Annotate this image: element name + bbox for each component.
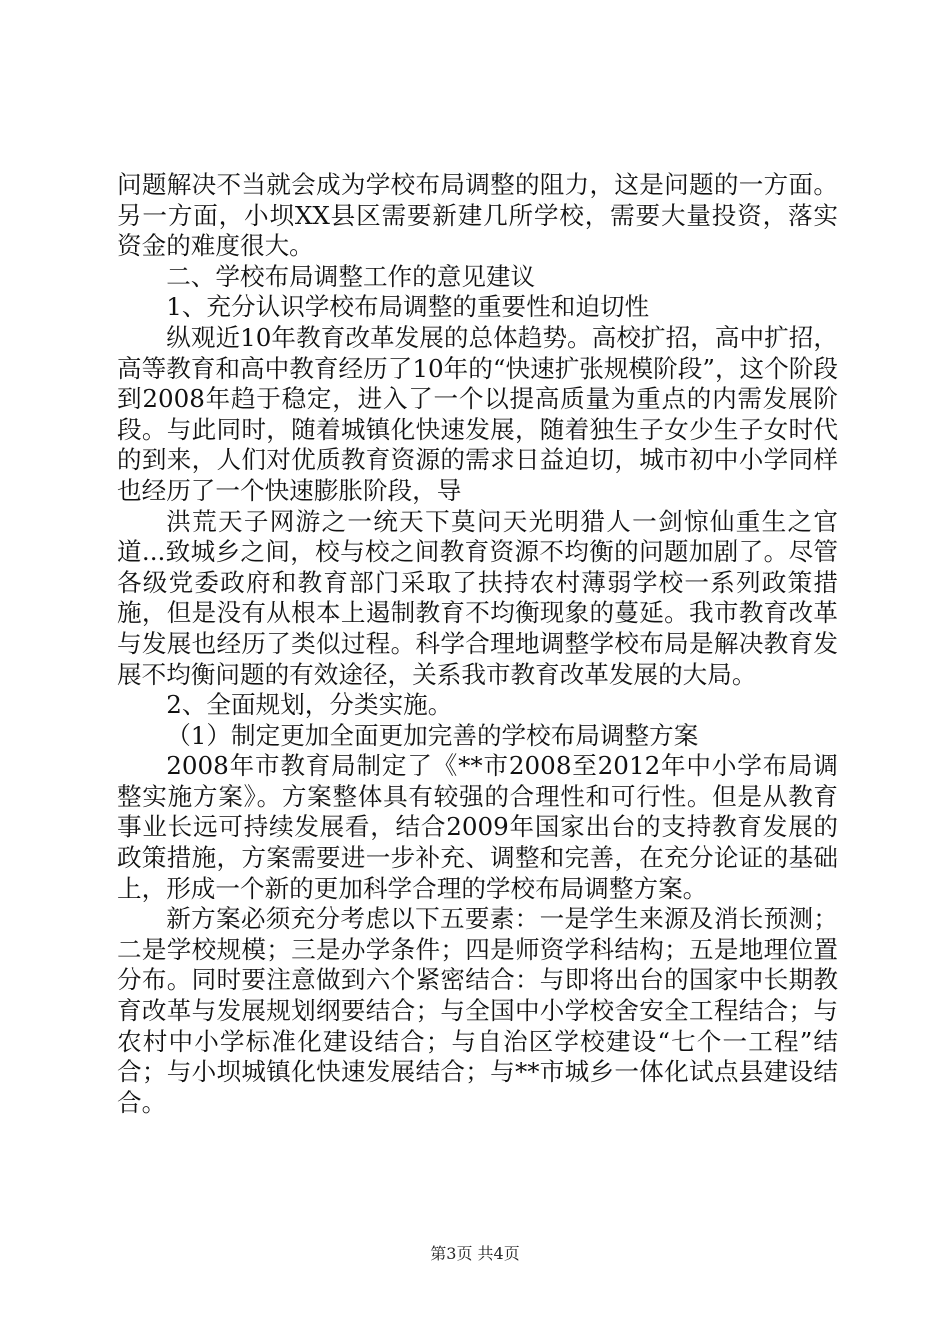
paragraph-2008-plan: 2008年市教育局制定了《**市2008至2012年中小学布局调整实施方案》。方案整体具有较强的合理性和可行性。但是从教育事业长远可持续发展看，结合2009年国家出台的支持教育发展的政策措施，方案需要进一步补充、调整和完善，在充分论证的基础上，形成一个新的更加科学合理的学校布局调整方案。	[117, 751, 838, 903]
subheading-importance: 1、充分认识学校布局调整的重要性和迫切性	[166, 292, 650, 322]
subheading-planning: 2、全面规划，分类实施。	[166, 690, 453, 720]
document-body	[117, 170, 838, 1118]
section-heading-suggestions: 二、学校布局调整工作的意见建议	[166, 261, 536, 291]
subheading-plan-formulation: （1）制定更加全面更加完善的学校布局调整方案	[166, 720, 699, 750]
paragraph-continuation: 问题解决不当就会成为学校布局调整的阻力，这是问题的一方面。另一方面，小坝XX县区需要新建几所学校，需要大量投资，落实资金的难度很大。	[117, 170, 838, 261]
paragraph-trend: 纵观近10年教育改革发展的总体趋势。高校扩招，高中扩招，高等教育和高中教育经历了10年的“快速扩张规模阶段”，这个阶段到2008年趋于稳定，进入了一个以提高质量为重点的内需发展阶段。与此同时，随着城镇化快速发展，随着独生子女少生子女时代的到来，人们对优质教育资源的需求日益迫切，城市初中小学同样也经历了一个快速膨胀阶段，导	[117, 322, 838, 505]
page-footer: 第3页 共4页	[430, 1244, 520, 1263]
paragraph-new-plan: 新方案必须充分考虑以下五要素：一是学生来源及消长预测；二是学校规模；三是办学条件；四是师资学科结构；五是地理位置分布。同时要注意做到六个紧密结合：与即将出台的国家中长期教育改革与发展规划纲要结合；与全国中小学校舍安全工程结合；与农村中小学标准化建设结合；与自治区学校建设“七个一工程”结合；与小坝城镇化快速发展结合；与**市城乡一体化试点县建设结合。	[117, 904, 838, 1117]
paragraph-imbalance: 洪荒天子网游之一统天下莫问天光明猎人一剑惊仙重生之官道...致城乡之间，校与校之间教育资源不均衡的问题加剧了。尽管各级党委政府和教育部门采取了扶持农村薄弱学校一系列政策措施，但是没有从根本上遏制教育不均衡现象的蔓延。我市教育改革与发展也经历了类似过程。科学合理地调整学校布局是解决教育发展不均衡问题的有效途径，关系我市教育改革发展的大局。	[117, 506, 838, 689]
